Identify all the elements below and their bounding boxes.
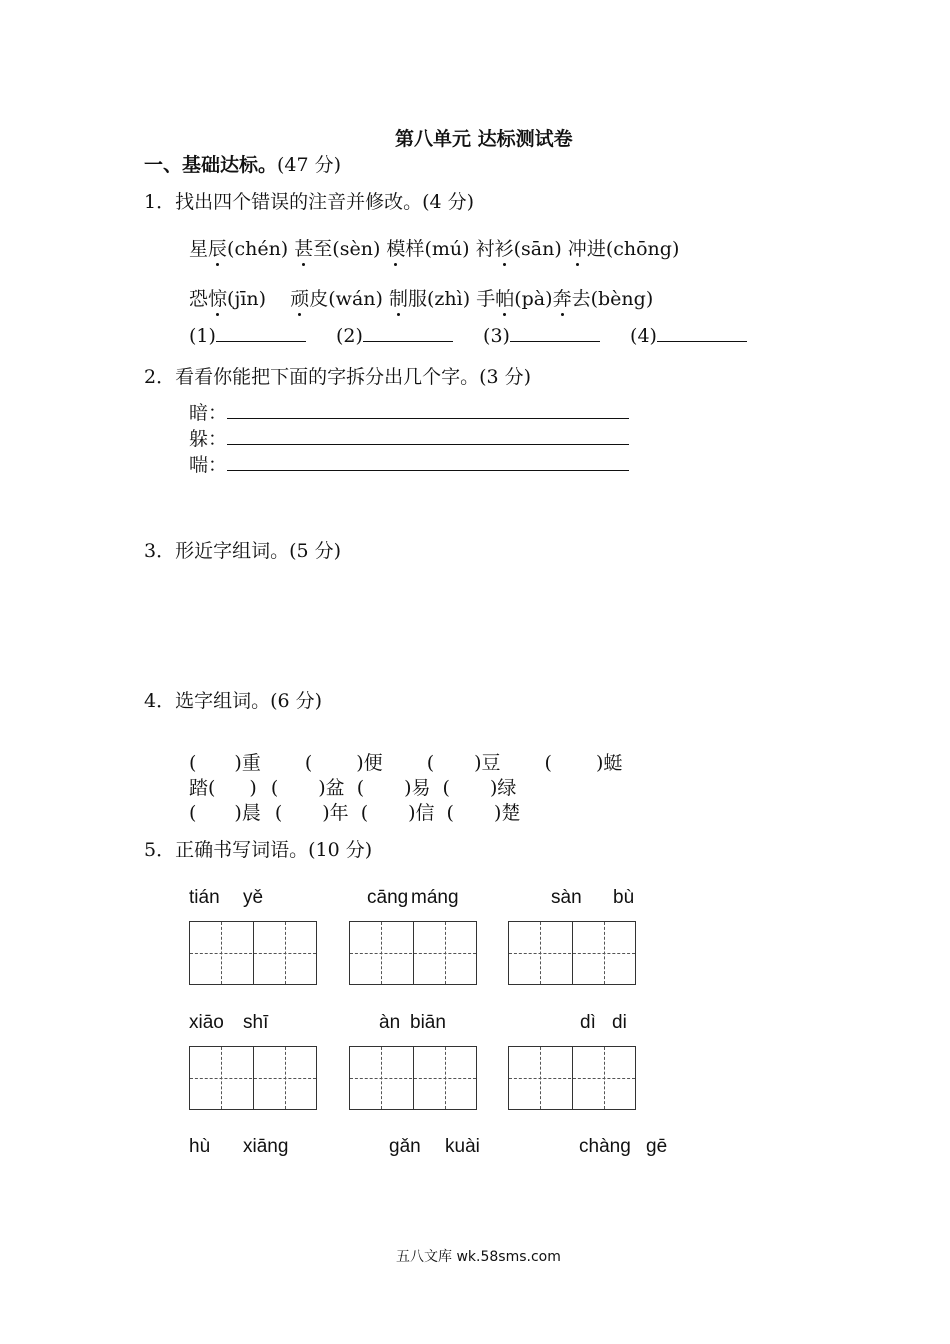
answer-blank[interactable] bbox=[363, 325, 453, 342]
word-part: )重 bbox=[234, 752, 261, 774]
pinyin-label: sàn bbox=[551, 887, 582, 908]
pinyin-label: cāng bbox=[367, 887, 409, 908]
char-label: 躲： bbox=[189, 428, 228, 450]
writing-grid[interactable] bbox=[508, 921, 636, 985]
split-row bbox=[189, 450, 629, 477]
question-number: 4． bbox=[144, 690, 176, 712]
pinyin-label: biān bbox=[410, 1012, 446, 1033]
question-3 bbox=[144, 536, 341, 563]
question-text: 看看你能把下面的字拆分出几个字。(3 分) bbox=[175, 366, 532, 388]
split-row bbox=[189, 424, 629, 451]
answer-blank[interactable] bbox=[227, 454, 629, 471]
pinyin: (jīn) bbox=[227, 288, 267, 310]
question-4 bbox=[144, 686, 322, 713]
pinyin: (chén) bbox=[227, 238, 289, 260]
question-text: 找出四个错误的注音并修改。(4 分) bbox=[175, 191, 475, 213]
paren-open: ( bbox=[189, 802, 197, 824]
word-part: )晨 bbox=[234, 802, 261, 824]
word-item: 星辰 bbox=[189, 238, 228, 260]
pinyin-label: yě bbox=[243, 887, 264, 908]
writing-grid[interactable] bbox=[189, 921, 317, 985]
q1-answer-row bbox=[189, 325, 747, 347]
word-part: )盆 bbox=[318, 777, 345, 799]
answer-label: (2) bbox=[336, 325, 363, 347]
paren-open: ( bbox=[304, 752, 313, 774]
word-item: 奔去 bbox=[552, 288, 591, 310]
q4-row-3 bbox=[189, 798, 520, 825]
answer-blank[interactable] bbox=[216, 325, 306, 342]
footer-source: 五八文库 wk.58sms.com bbox=[396, 1249, 561, 1265]
word-item: 衬衫 bbox=[475, 238, 514, 260]
pinyin: (sèn) bbox=[332, 238, 381, 260]
pinyin-label: hù bbox=[189, 1136, 211, 1157]
writing-grid[interactable] bbox=[349, 1046, 477, 1110]
pinyin: (zhì) bbox=[427, 288, 471, 310]
answer-blank[interactable] bbox=[510, 325, 600, 342]
pinyin-label: di bbox=[612, 1012, 627, 1033]
q1-row-2 bbox=[189, 284, 653, 311]
word-part: )信 bbox=[408, 802, 435, 824]
pinyin: (wán) bbox=[328, 288, 383, 310]
section-heading bbox=[144, 150, 341, 177]
word-item: 恐惊 bbox=[189, 288, 228, 310]
word-item: 制服 bbox=[388, 288, 427, 310]
word-part: )楚 bbox=[493, 802, 521, 824]
pinyin: (bèng) bbox=[590, 288, 654, 310]
word-part: )易 bbox=[404, 777, 431, 799]
char-label: 喘： bbox=[189, 454, 228, 476]
paren-open: ( bbox=[270, 777, 279, 799]
question-2 bbox=[144, 362, 531, 389]
paren-close: ) bbox=[249, 777, 257, 799]
word-part: 踏( bbox=[189, 777, 216, 799]
answer-label: (4) bbox=[630, 325, 657, 347]
pinyin-label: chàng bbox=[579, 1136, 631, 1157]
question-number: 1． bbox=[144, 191, 176, 213]
paren-open: ( bbox=[426, 752, 435, 774]
writing-grid[interactable] bbox=[508, 1046, 636, 1110]
word-item: 顽皮 bbox=[290, 288, 329, 310]
q4-row-1 bbox=[189, 748, 622, 775]
word-item: 甚至 bbox=[294, 238, 333, 260]
page-title: 第八单元 达标测试卷 bbox=[395, 128, 573, 150]
paren-open: ( bbox=[356, 777, 365, 799]
word-item: 模样 bbox=[386, 238, 425, 260]
pinyin-label: kuài bbox=[445, 1136, 480, 1157]
section-label: 一、基础达标。 bbox=[144, 154, 278, 176]
pinyin: (sān) bbox=[513, 238, 562, 260]
question-number: 3． bbox=[144, 540, 176, 562]
pinyin-label: gē bbox=[646, 1136, 668, 1157]
pinyin-label: dì bbox=[580, 1012, 596, 1033]
pinyin: (mú) bbox=[424, 238, 470, 260]
word-part: )便 bbox=[356, 752, 383, 774]
answer-blank[interactable] bbox=[657, 325, 747, 342]
paren-open: ( bbox=[360, 802, 369, 824]
pinyin-label: máng bbox=[411, 887, 459, 908]
question-number: 5． bbox=[144, 839, 176, 861]
word-part: )蜓 bbox=[595, 752, 623, 774]
writing-grid[interactable] bbox=[349, 921, 477, 985]
section-score: (47 分) bbox=[277, 154, 342, 176]
question-1 bbox=[144, 187, 474, 214]
pinyin: (chōng) bbox=[605, 238, 680, 260]
word-part: )绿 bbox=[489, 777, 517, 799]
pinyin-label: tián bbox=[189, 887, 220, 908]
paren-open: ( bbox=[274, 802, 283, 824]
q1-row-1 bbox=[189, 234, 679, 261]
paren-open: ( bbox=[442, 777, 450, 799]
answer-label: (1) bbox=[189, 325, 216, 347]
question-5 bbox=[144, 835, 372, 862]
answer-label: (3) bbox=[483, 325, 510, 347]
question-text: 形近字组词。(5 分) bbox=[175, 540, 342, 562]
split-row bbox=[189, 398, 629, 425]
paren-open: ( bbox=[544, 752, 552, 774]
writing-grid[interactable] bbox=[189, 1046, 317, 1110]
word-part: )豆 bbox=[474, 752, 501, 774]
pinyin-label: bù bbox=[613, 887, 635, 908]
pinyin-label: xiāo bbox=[189, 1012, 224, 1033]
word-item: 手帕 bbox=[476, 288, 515, 310]
word-part: )年 bbox=[322, 802, 349, 824]
paren-open: ( bbox=[446, 802, 454, 824]
pinyin-label: shī bbox=[243, 1012, 269, 1033]
paren-open: ( bbox=[189, 752, 197, 774]
pinyin: (pà) bbox=[514, 288, 553, 310]
question-text: 选字组词。(6 分) bbox=[175, 690, 323, 712]
pinyin-label: gǎn bbox=[389, 1136, 421, 1157]
question-text: 正确书写词语。(10 分) bbox=[175, 839, 373, 861]
q4-row-2 bbox=[189, 773, 516, 800]
word-item: 冲进 bbox=[567, 238, 606, 260]
pinyin-label: àn bbox=[379, 1012, 401, 1033]
answer-blank[interactable] bbox=[227, 428, 629, 445]
question-number: 2． bbox=[144, 366, 176, 388]
char-label: 暗： bbox=[189, 402, 228, 424]
pinyin-label: xiāng bbox=[243, 1136, 289, 1157]
answer-blank[interactable] bbox=[227, 402, 629, 419]
